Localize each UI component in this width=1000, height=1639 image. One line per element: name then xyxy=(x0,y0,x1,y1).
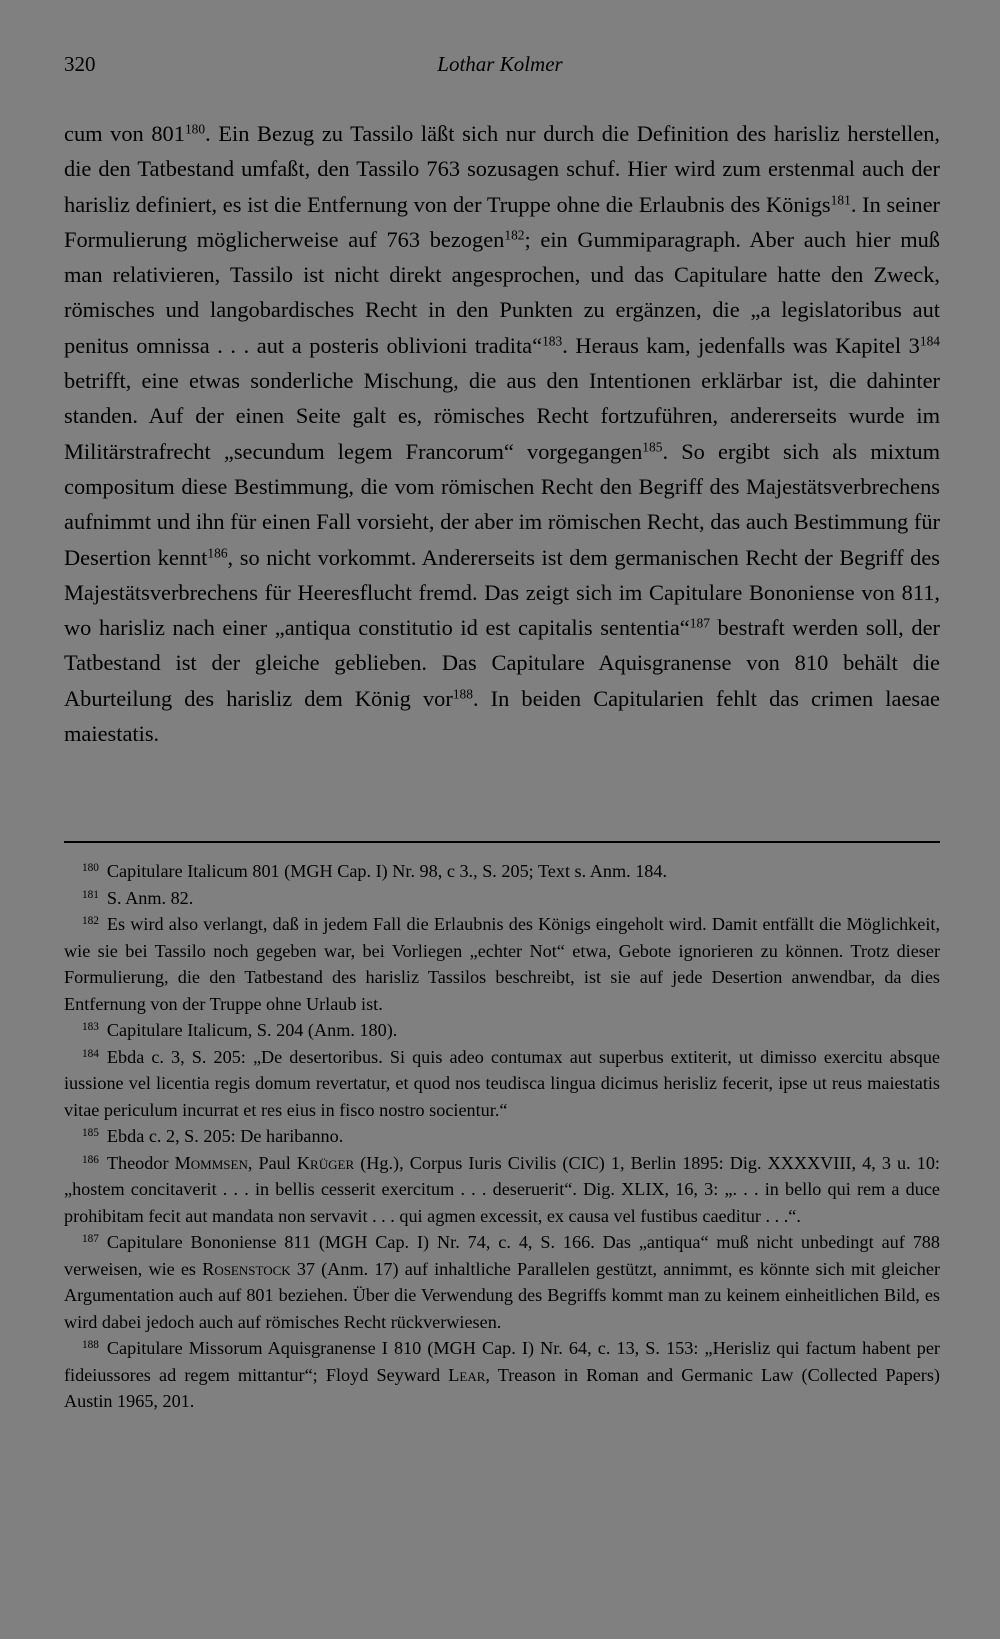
footnote-divider xyxy=(64,841,940,843)
footnote-text: (Hg.), Corpus Iuris Civilis (CIC) 1, Berlin 1895: Dig. XXXXVIII, 4, 3 u. 10: „hostem concitaverit . . . in bellis cesserit exercitum . . . deseruerit“. Dig. XLIX, 16, 3: „. . . in bello qui rem a duce prohibitam fecit aut mandata non servavit . . . qui agmen excessit, ex causa vel fustibus caeditur . . .“. xyxy=(64,1152,940,1226)
footnote-180 xyxy=(64,858,940,885)
footnote-text: 37 (Anm. 17) auf inhaltliche Parallelen gestützt, annimmt, es könnte sich mit gleicher Argumentation auch auf 801 beziehen. Über die Verwendung des Begriffs kommt man zu keinem einheitlichen Bild, es wird dabei jedoch auch auf römisches Recht rückverwiesen. xyxy=(64,1258,941,1332)
footnotes xyxy=(64,858,940,1415)
body-paragraph xyxy=(64,116,940,751)
footnote-188 xyxy=(64,1335,940,1415)
running-title: Lothar Kolmer xyxy=(437,52,563,76)
footnote-text: Capitulare Bononiense 811 (MGH Cap. I) Nr. 74, c. 4, S. 166. Das „antiqua“ muß nicht unbedingt auf 788 verweisen, wie es xyxy=(64,1232,940,1279)
footnote-186 xyxy=(64,1150,940,1230)
footnote-text: , Paul xyxy=(247,1152,297,1173)
footnote-number: 188 xyxy=(82,1339,99,1352)
body-text: bestraft werden soll, der Tatbestand ist der gleiche geblieben. Das Capitulare Aquisgranense von 810 behält die Aburteilung des harisliz dem König vor xyxy=(64,615,940,711)
footnote-ref: 182 xyxy=(504,227,525,243)
footnote-number: 184 xyxy=(82,1047,99,1060)
running-head xyxy=(64,52,936,82)
footnote-ref: 188 xyxy=(452,686,473,702)
author-name: Lear xyxy=(448,1364,486,1385)
footnote-number: 183 xyxy=(82,1021,99,1034)
footnote-number: 186 xyxy=(82,1153,99,1166)
body-text: . Heraus kam, jedenfalls was Kapitel 3 xyxy=(562,332,920,358)
footnote-text: Theodor xyxy=(106,1152,175,1173)
author-name: Mommsen xyxy=(174,1152,248,1173)
footnote-ref: 183 xyxy=(542,333,563,349)
footnote-184 xyxy=(64,1044,940,1124)
footnote-ref: 180 xyxy=(184,121,206,137)
footnote-text: Ebda c. 3, S. 205: „De desertoribus. Si quis adeo contumax aut superbus extiterit, ut dimisso exercitu absque iussione vel licentia regis domum revertatur, et quod nos teudisca lingua dicimus herisliz fecerit, ipse ut reus maiestatis vitae periculum incurrat et res eius in fisco nostro socientur.“ xyxy=(64,1046,940,1120)
footnote-182 xyxy=(64,911,940,1017)
footnote-text: , Treason in Roman and Germanic Law (Collected Papers) Austin 1965, 201. xyxy=(64,1364,940,1411)
footnote-187 xyxy=(64,1229,940,1335)
footnote-number: 182 xyxy=(82,915,99,928)
footnote-183 xyxy=(64,1017,940,1044)
footnote-181 xyxy=(64,885,940,912)
footnote-text: Capitulare Italicum 801 (MGH Cap. I) Nr. 98, c 3., S. 205; Text s. Anm. 184. xyxy=(106,861,668,881)
footnote-number: 187 xyxy=(82,1233,99,1246)
footnote-text: Capitulare Italicum, S. 204 (Anm. 180). xyxy=(106,1020,398,1040)
author-name: Rosenstock xyxy=(202,1258,291,1279)
footnote-text: Es wird also verlangt, daß in jedem Fall die Erlaubnis des Königs eingeholt wird. Damit entfällt die Möglichkeit, wie sie bei Tassilo noch gegeben war, bei Vorliegen „echter Not“ etwa, Gebote ignorieren zu können. Trotz dieser Formulierung, die den Tatbestand des harisliz Tassilos beschreibt, ist sie auf jede Desertion anwendbar, da dies Entfernung von der Truppe ohne Urlaub ist. xyxy=(64,914,940,1014)
body-text: . In beiden Capitularien fehlt das crimen laesae maiestatis. xyxy=(64,685,940,747)
footnote-text: S. Anm. 82. xyxy=(106,887,194,908)
footnote-text: Ebda c. 2, S. 205: De haribanno. xyxy=(106,1126,344,1146)
body-text: . So ergibt sich als mixtum compositum diese Bestimmung, die vom römischen Recht den Begriff des Majestätsverbrechens aufnimmt und ihn für einen Fall vorsieht, der aber im römischen Recht, das auch Bestimmung für Desertion kennt xyxy=(64,438,940,570)
main-text xyxy=(64,116,940,751)
footnote-number: 181 xyxy=(82,888,99,901)
footnote-text: Capitulare Missorum Aquisgranense I 810 (MGH Cap. I) Nr. 64, c. 13, S. 153: „Herisliz qui factum habent per fideiussores ad regem mittantur“; Floyd Seyward xyxy=(64,1338,940,1385)
page-number: 320 xyxy=(64,52,96,76)
footnote-ref: 181 xyxy=(830,192,851,208)
body-text: . In seiner Formulierung möglicherweise auf 763 bezogen xyxy=(64,191,940,252)
footnote-ref: 184 xyxy=(919,333,940,349)
body-text: , so nicht vorkommt. Andererseits ist dem germanischen Recht der Begriff des Majestätsverbrechens für Heeresflucht fremd. Das zeigt sich im Capitulare Bononiense von 811, wo harisliz nach einer „antiqua constitutio id est capitalis sententia“ xyxy=(64,544,941,641)
footnote-number: 185 xyxy=(82,1127,99,1140)
footnote-185 xyxy=(64,1123,940,1150)
footnote-ref: 185 xyxy=(642,439,663,455)
footnote-number: 180 xyxy=(82,862,99,875)
author-name: Krüger xyxy=(296,1152,355,1173)
body-text: ; ein Gummiparagraph. Aber auch hier muß man relativieren, Tassilo ist nicht direkt angesprochen, und das Capitulare hatte den Zweck, römisches und langobardisches Recht in den Punkten zu ergänzen, die „a legislatoribus aut penitus omnissa . . . aut a posteris oblivioni tradita“ xyxy=(64,226,941,358)
body-text: . Ein Bezug zu Tassilo läßt sich nur durch die Definition des harisliz herstellen, die den Tatbestand umfaßt, den Tassilo 763 sozusagen schuf. Hier wird zum erstenmal auch der harisliz definiert, es ist die Entfernung von der Truppe ohne die Erlaubnis des Königs xyxy=(64,121,941,217)
body-text: cum von 801 xyxy=(64,121,185,146)
footnote-ref: 186 xyxy=(207,545,228,561)
body-text: betrifft, eine etwas sonderliche Mischung, die aus den Intentionen erklärbar ist, die dahinter standen. Auf der einen Seite galt es, römisches Recht fortzuführen, andererseits wurde im Militärstrafrecht „secundum legem Francorum“ vorgegangen xyxy=(64,368,940,464)
footnote-ref: 187 xyxy=(689,615,710,631)
